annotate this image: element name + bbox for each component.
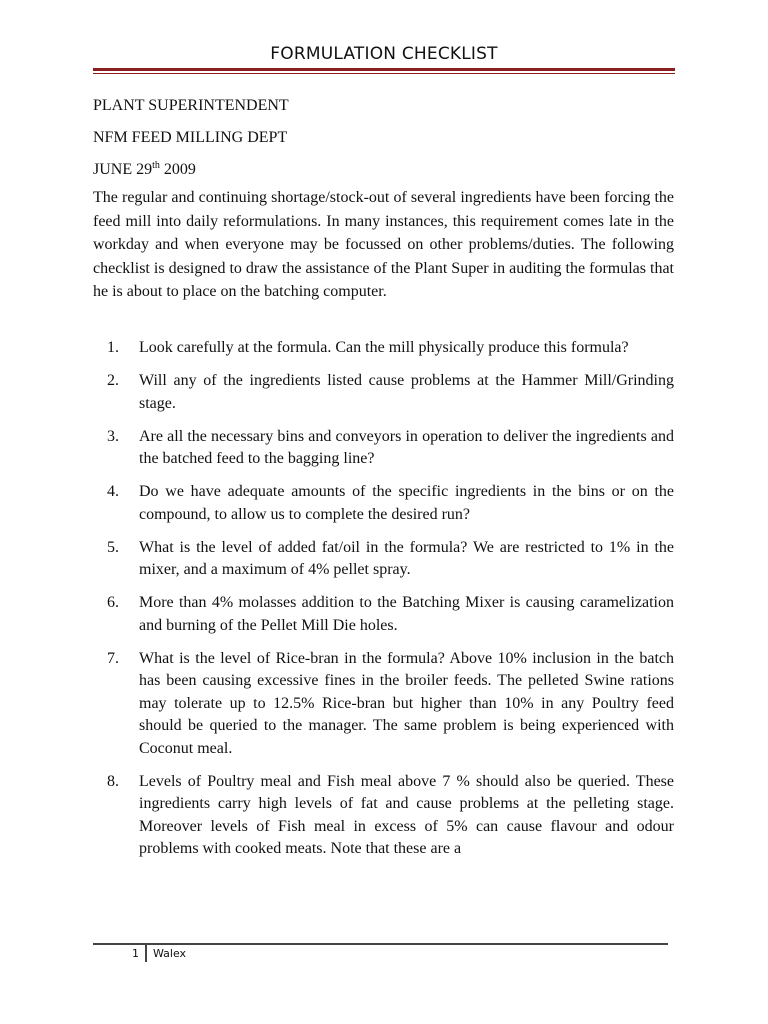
recipient-line: PLANT SUPERINTENDENT [93,97,289,114]
item-text: More than 4% molasses addition to the Batching Mixer is causing caramelization and burning of the Pellet Mill Die holes. [139,594,674,634]
date-prefix: JUNE 29 [93,161,153,178]
checklist-item [93,426,674,471]
item-text: What is the level of Rice-bran in the formula? Above 10% inclusion in the batch has been causing excessive fines in the broiler feeds. The pelleted Swine rations may tolerate up to 12.5% Rice-bran but higher than 10% in any Poultry feed should be queried to the manager. The same problem is being experienced with Coconut meal. [139,649,674,757]
item-number: 6. [107,594,119,611]
date-suffix: th [152,160,160,171]
item-number: 1. [107,339,119,356]
item-text: Will any of the ingredients listed cause problems at the Hammer Mill/Grinding stage. [139,372,674,412]
page-number: 1 [132,947,139,960]
item-text: Look carefully at the formula. Can the mill physically produce this formula? [139,339,629,356]
date-year: 2009 [159,161,196,178]
footer-separator [145,945,147,962]
item-number: 2. [107,372,119,389]
checklist-item [93,771,674,861]
item-number: 7. [107,649,119,667]
intro-paragraph: The regular and continuing shortage/stock-out of several ingredients have been forcing the feed mill into daily reformulations. In many instances, this requirement comes late in the workday and when everyone may be focussed on other problems/duties. The following checklist is designed to draw the assistance of the Plant Super in auditing the formulas that he is about to place on the batching computer. [93,189,674,301]
title-rule-thin [93,73,675,74]
footer-author: Walex [153,947,187,960]
item-text: Do we have adequate amounts of the specific ingredients in the bins or on the compound, to allow us to complete the desired run? [139,483,674,523]
item-number: 8. [107,772,119,790]
item-number: 4. [107,483,119,500]
item-text: Are all the necessary bins and conveyors in operation to deliver the ingredients and the batched feed to the bagging line? [139,427,674,467]
item-text: What is the level of added fat/oil in the formula? We are restricted to 1% in the mixer, and a maximum of 4% pellet spray. [139,538,674,578]
checklist-item [93,481,674,526]
department-line: NFM FEED MILLING DEPT [93,129,288,146]
item-number: 3. [107,427,119,445]
checklist-item [93,648,674,761]
item-text: Levels of Poultry meal and Fish meal above 7 % should also be queried. These ingredients carry high levels of fat and cause problems at the pelleting stage. Moreover levels of Fish meal in excess of 5% can cause flavour and odour problems with cooked meats. Note that these are a [139,772,674,857]
title-rule-thick [93,68,675,71]
checklist-item [93,337,674,360]
checklist-item [93,537,674,582]
item-number: 5. [107,538,119,556]
page-title: FORMULATION CHECKLIST [270,44,498,64]
date-line [93,160,196,180]
checklist-item [93,592,674,637]
checklist-item [93,370,674,415]
footer-rule [93,943,668,945]
checklist [93,337,674,871]
